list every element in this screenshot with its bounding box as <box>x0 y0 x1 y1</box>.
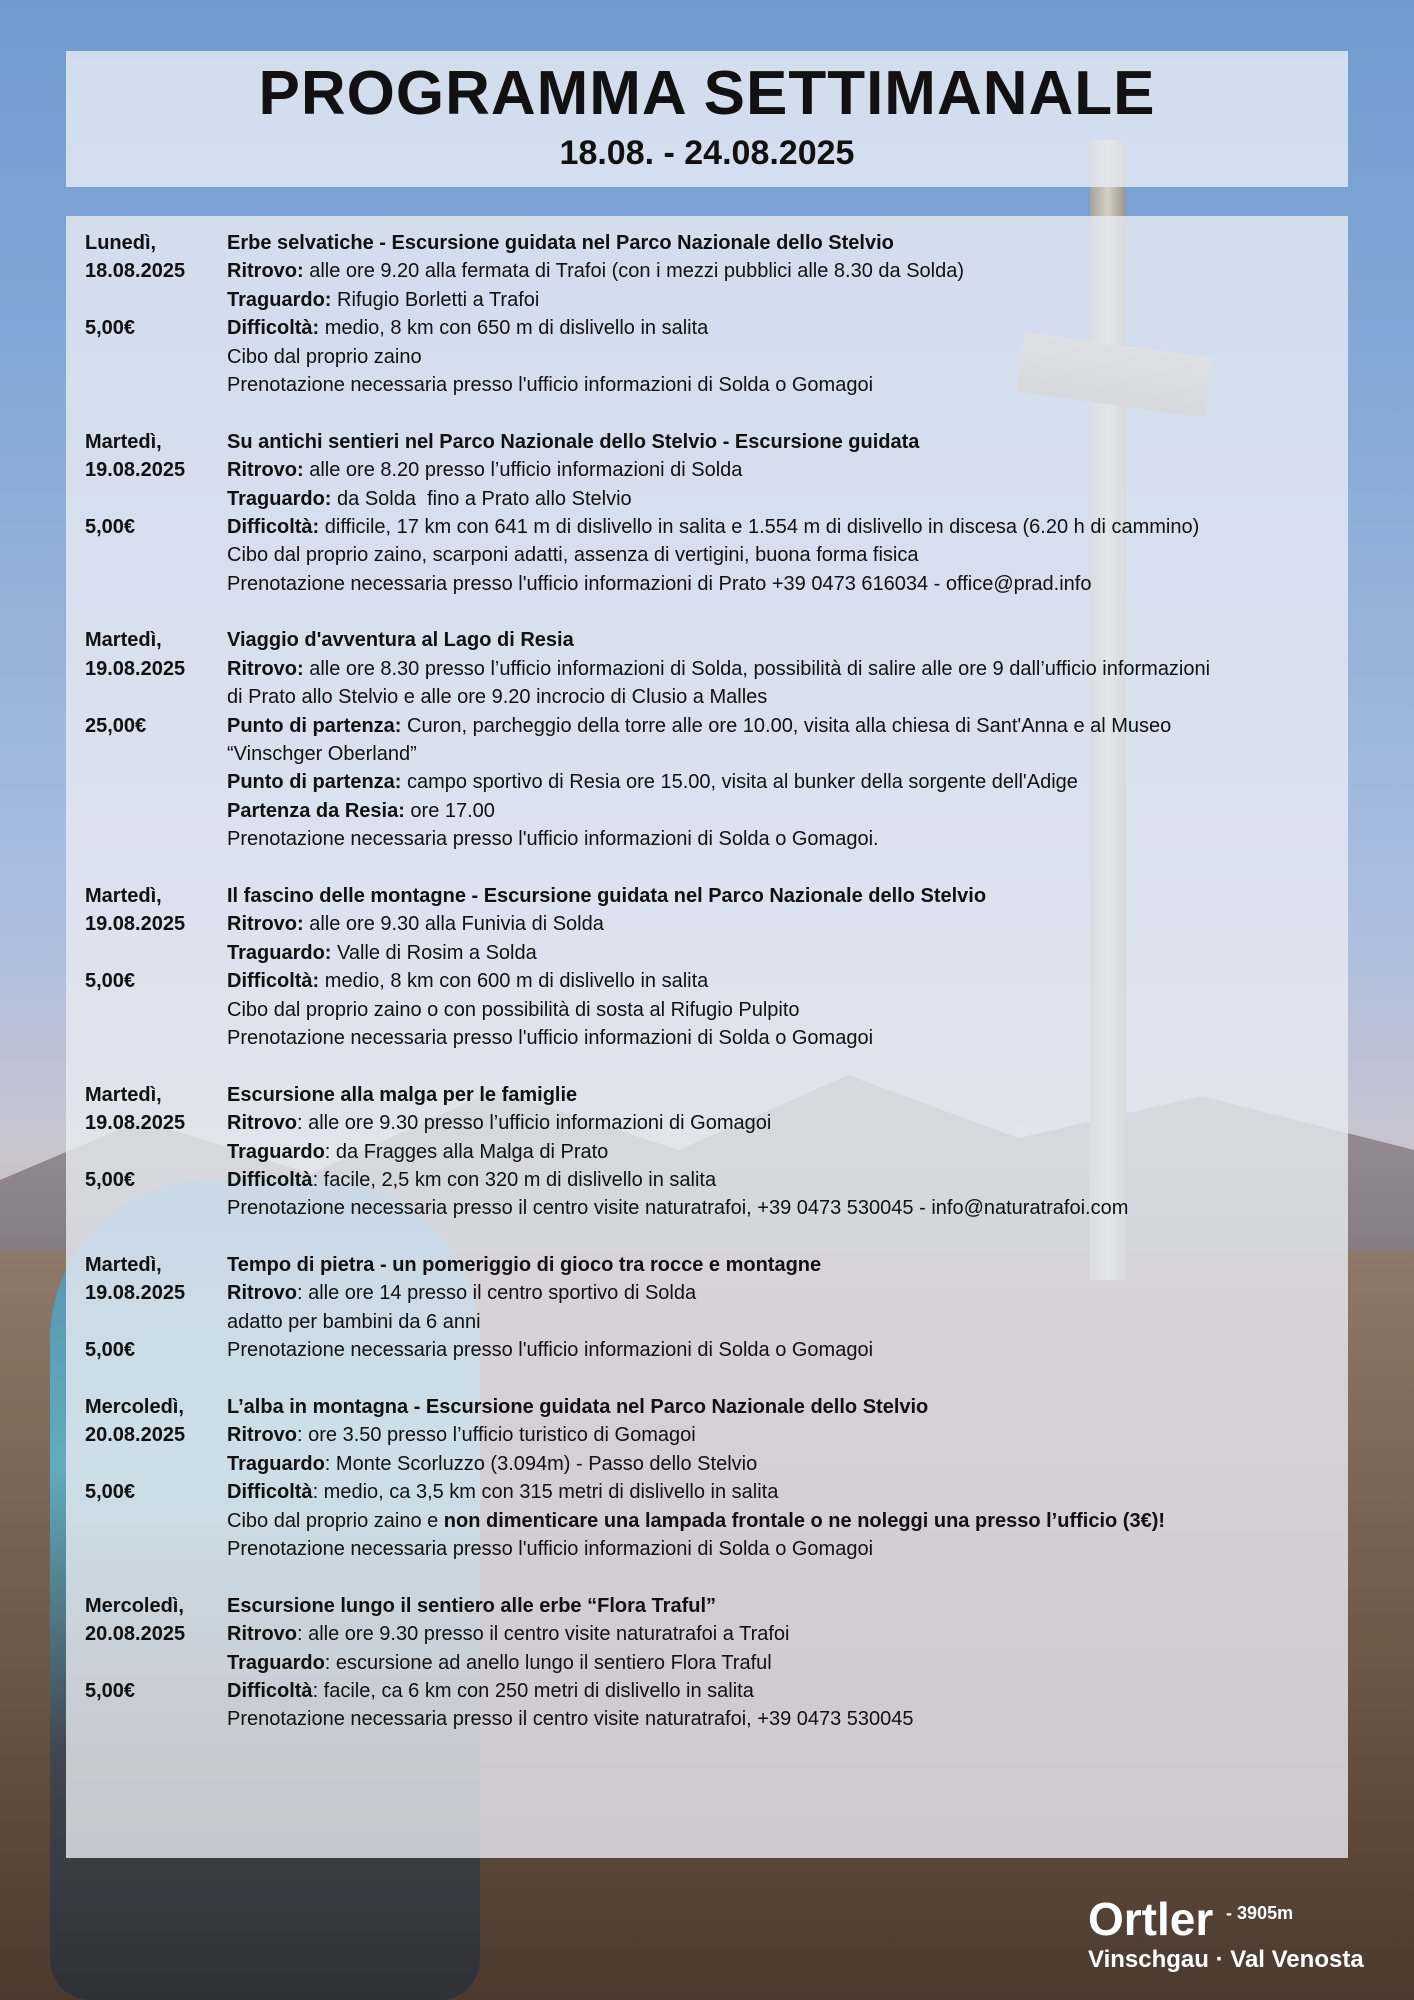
detail-text: Valle di Rosim a Solda <box>331 941 537 964</box>
detail-text: Cibo dal proprio zaino <box>227 345 422 368</box>
event-left-empty <box>85 1507 227 1535</box>
event-detail <box>227 797 1349 825</box>
event-detail <box>227 371 1349 399</box>
event-left-empty <box>85 740 227 768</box>
detail-text: ore 17.00 <box>404 799 495 822</box>
event-title: Escursione alla malga per le famiglie <box>227 1083 578 1106</box>
event-detail <box>227 825 1349 853</box>
event-line <box>85 541 1349 569</box>
event-detail <box>227 541 1349 569</box>
event-left-empty <box>85 1535 227 1563</box>
event-left-empty <box>85 939 227 967</box>
event-detail <box>227 1138 1349 1166</box>
detail-text: medio, 8 km con 600 m di dislivello in salita <box>319 970 709 993</box>
event-line <box>85 1024 1349 1052</box>
event-line <box>85 314 1349 342</box>
event-left-empty <box>85 1138 227 1166</box>
event-list <box>85 229 1349 1762</box>
event-line <box>85 939 1349 967</box>
event-date: 18.08.2025 <box>85 260 186 283</box>
detail-label: Traguardo <box>227 1651 325 1674</box>
event-detail <box>227 1677 1349 1705</box>
detail-text: Cibo dal proprio zaino e <box>227 1509 444 1532</box>
event-date: 19.08.2025 <box>85 1282 186 1305</box>
event-detail <box>227 513 1349 541</box>
event-line <box>85 1279 1349 1307</box>
detail-text: Prenotazione necessaria presso il centro visite naturatrafoi, +39 0473 530045 <box>227 1708 914 1731</box>
event-line <box>85 1535 1349 1563</box>
event-line <box>85 1478 1349 1506</box>
detail-text: : escursione ad anello lungo il sentiero Flora Traful <box>324 1651 772 1674</box>
event-line <box>85 371 1349 399</box>
logo-subtitle: Vinschgau · Val Venosta <box>1088 1946 1364 1973</box>
event-detail <box>227 967 1349 995</box>
detail-text: Cibo dal proprio zaino, scarponi adatti, assenza di vertigini, buona forma fisica <box>227 544 919 567</box>
event-detail <box>227 1336 1349 1364</box>
event-line <box>85 967 1349 995</box>
event-left-empty <box>85 485 227 513</box>
event-item <box>85 626 1349 853</box>
detail-text: : alle ore 9.30 presso l’ufficio informazioni di Gomagoi <box>297 1112 772 1135</box>
event-line <box>85 229 1349 257</box>
detail-text: alle ore 8.20 presso l’ufficio informazioni di Solda <box>303 459 743 482</box>
event-item <box>85 1393 1349 1563</box>
detail-label: Traguardo: <box>227 487 332 510</box>
event-line <box>85 1705 1349 1733</box>
event-detail <box>227 1507 1349 1535</box>
event-left-empty <box>85 996 227 1024</box>
event-detail <box>227 286 1349 314</box>
event-price: 25,00€ <box>85 714 147 737</box>
event-detail <box>227 1705 1349 1733</box>
event-left-empty <box>85 1024 227 1052</box>
event-day: Martedì, <box>85 1083 162 1106</box>
event-left-empty <box>85 343 227 371</box>
detail-label: Traguardo <box>227 1140 325 1163</box>
detail-text: Prenotazione necessaria presso l'ufficio informazioni di Solda o Gomagoi. <box>227 828 879 851</box>
detail-text: alle ore 9.30 alla Funivia di Solda <box>303 913 604 936</box>
event-left-empty <box>85 1308 227 1336</box>
event-line <box>85 910 1349 938</box>
event-item <box>85 428 1349 598</box>
event-line <box>85 825 1349 853</box>
event-line <box>85 428 1349 456</box>
event-left-empty <box>85 825 227 853</box>
detail-text: Prenotazione necessaria presso il centro visite naturatrafoi, +39 0473 530045 - info@naturatrafoi.com <box>227 1197 1129 1220</box>
event-line <box>85 768 1349 796</box>
ortler-logo <box>1088 1888 1364 1976</box>
event-date: 19.08.2025 <box>85 1112 186 1135</box>
detail-label: Ritrovo <box>227 1424 297 1447</box>
detail-label: Punto di partenza: <box>227 714 402 737</box>
event-left-empty <box>85 1649 227 1677</box>
event-price: 5,00€ <box>85 1339 136 1362</box>
event-left-empty <box>85 1705 227 1733</box>
event-date: 19.08.2025 <box>85 913 186 936</box>
detail-label: Traguardo: <box>227 288 332 311</box>
detail-label: Traguardo: <box>227 941 332 964</box>
event-line <box>85 1166 1349 1194</box>
event-detail <box>227 939 1349 967</box>
event-left-empty <box>85 683 227 711</box>
event-detail <box>227 1421 1349 1449</box>
event-detail <box>227 712 1349 740</box>
detail-label: Ritrovo: <box>227 657 304 680</box>
event-day: Lunedì, <box>85 232 157 254</box>
event-line <box>85 1677 1349 1705</box>
event-left-empty <box>85 1194 227 1222</box>
event-date: 19.08.2025 <box>85 657 186 680</box>
logo-name: Ortler <box>1088 1893 1214 1945</box>
event-line <box>85 1308 1349 1336</box>
event-title: Tempo di pietra - un pomeriggio di gioco tra rocce e montagne <box>227 1254 822 1277</box>
detail-label: Ritrovo: <box>227 260 304 283</box>
event-line <box>85 1081 1349 1109</box>
detail-label: Ritrovo <box>227 1112 297 1135</box>
detail-bold-note: non dimenticare una lampada frontale o ne noleggi una presso l’ufficio (3€)! <box>443 1509 1166 1532</box>
event-line <box>85 456 1349 484</box>
event-line <box>85 712 1349 740</box>
event-detail <box>227 740 1349 768</box>
detail-label: Difficoltà <box>227 1168 313 1191</box>
event-day: Martedì, <box>85 884 162 907</box>
event-detail <box>227 314 1349 342</box>
event-detail <box>227 1279 1349 1307</box>
event-line <box>85 1251 1349 1279</box>
date-range: 18.08. - 24.08.2025 <box>559 134 855 172</box>
event-price: 5,00€ <box>85 970 136 993</box>
event-line <box>85 882 1349 910</box>
event-line <box>85 513 1349 541</box>
event-item <box>85 882 1349 1052</box>
detail-text: : facile, ca 6 km con 250 metri di dislivello in salita <box>312 1679 754 1702</box>
detail-text: Prenotazione necessaria presso l'ufficio informazioni di Solda o Gomagoi <box>227 373 874 396</box>
page-title: PROGRAMMA SETTIMANALE <box>258 59 1156 128</box>
event-detail <box>227 655 1349 683</box>
detail-label: Difficoltà <box>227 1481 313 1504</box>
event-left-empty <box>85 1450 227 1478</box>
event-detail <box>227 456 1349 484</box>
event-day: Martedì, <box>85 1254 162 1277</box>
event-title: Erbe selvatiche - Escursione guidata nel Parco Nazionale dello Stelvio <box>227 232 894 254</box>
detail-text: Cibo dal proprio zaino o con possibilità di sosta al Rifugio Pulpito <box>227 998 800 1021</box>
event-line <box>85 1393 1349 1421</box>
event-day: Mercoledì, <box>85 1594 184 1617</box>
event-line <box>85 1421 1349 1449</box>
detail-label: Traguardo <box>227 1452 325 1475</box>
event-detail <box>227 1024 1349 1052</box>
detail-text: adatto per bambini da 6 anni <box>227 1310 481 1333</box>
event-detail <box>227 768 1349 796</box>
event-left-empty <box>85 797 227 825</box>
detail-text: alle ore 9.20 alla fermata di Trafoi (con i mezzi pubblici alle 8.30 da Solda) <box>303 260 965 283</box>
detail-text: difficile, 17 km con 641 m di dislivello in salita e 1.554 m di dislivello in discesa (6.20 h di cammino) <box>319 515 1200 538</box>
event-price: 5,00€ <box>85 1481 136 1504</box>
event-date: 20.08.2025 <box>85 1623 186 1646</box>
detail-text: Rifugio Borletti a Trafoi <box>331 288 540 311</box>
event-detail <box>227 996 1349 1024</box>
event-detail <box>227 1450 1349 1478</box>
detail-label: Difficoltà: <box>227 317 320 340</box>
event-date: 19.08.2025 <box>85 459 186 482</box>
event-line <box>85 1138 1349 1166</box>
event-line <box>85 1450 1349 1478</box>
event-title: L’alba in montagna - Escursione guidata nel Parco Nazionale dello Stelvio <box>227 1396 929 1419</box>
event-detail <box>227 1194 1349 1222</box>
detail-text: : alle ore 9.30 presso il centro visite naturatrafoi a Trafoi <box>297 1623 790 1646</box>
detail-text: alle ore 8.30 presso l’ufficio informazioni di Solda, possibilità di salire alle ore 9 dall’ufficio informazioni <box>303 657 1211 680</box>
event-detail <box>227 1166 1349 1194</box>
event-detail <box>227 1308 1349 1336</box>
event-detail <box>227 343 1349 371</box>
event-detail <box>227 257 1349 285</box>
event-line <box>85 1336 1349 1364</box>
event-detail <box>227 1109 1349 1137</box>
event-price: 5,00€ <box>85 1679 136 1702</box>
detail-text: Prenotazione necessaria presso l'ufficio informazioni di Solda o Gomagoi <box>227 1026 874 1049</box>
event-detail <box>227 485 1349 513</box>
event-item <box>85 1081 1349 1223</box>
event-detail <box>227 1620 1349 1648</box>
event-line <box>85 257 1349 285</box>
event-line <box>85 1649 1349 1677</box>
event-line <box>85 485 1349 513</box>
event-detail <box>227 1649 1349 1677</box>
event-line <box>85 797 1349 825</box>
event-line <box>85 286 1349 314</box>
detail-text: : Monte Scorluzzo (3.094m) - Passo dello Stelvio <box>324 1452 758 1475</box>
event-line <box>85 626 1349 654</box>
detail-label: Partenza da Resia: <box>227 799 405 822</box>
event-title: Su antichi sentieri nel Parco Nazionale dello Stelvio - Escursione guidata <box>227 430 920 453</box>
event-detail <box>227 1535 1349 1563</box>
event-price: 5,00€ <box>85 515 136 538</box>
detail-text: da Solda fino a Prato allo Stelvio <box>331 487 632 510</box>
event-line <box>85 740 1349 768</box>
event-title: Viaggio d'avventura al Lago di Resia <box>227 629 574 652</box>
event-item <box>85 1592 1349 1734</box>
detail-label: Difficoltà: <box>227 970 320 993</box>
detail-text: medio, 8 km con 650 m di dislivello in salita <box>319 317 709 340</box>
event-line <box>85 655 1349 683</box>
event-day: Martedì, <box>85 430 162 453</box>
event-date: 20.08.2025 <box>85 1424 186 1447</box>
event-left-empty <box>85 286 227 314</box>
logo-elevation: - 3905m <box>1226 1903 1294 1923</box>
event-day: Martedì, <box>85 629 162 652</box>
detail-text: Prenotazione necessaria presso l'ufficio informazioni di Prato +39 0473 616034 - office@prad.info <box>227 572 1092 595</box>
detail-text: : facile, 2,5 km con 320 m di dislivello in salita <box>312 1168 717 1191</box>
event-line <box>85 570 1349 598</box>
event-line <box>85 1620 1349 1648</box>
event-line <box>85 996 1349 1024</box>
detail-label: Difficoltà: <box>227 515 320 538</box>
detail-text: : ore 3.50 presso l’ufficio turistico di Gomagoi <box>297 1424 696 1447</box>
event-day: Mercoledì, <box>85 1396 184 1419</box>
event-line <box>85 1507 1349 1535</box>
detail-text: “Vinschger Oberland” <box>227 743 417 766</box>
event-line <box>85 1109 1349 1137</box>
event-left-empty <box>85 570 227 598</box>
event-detail <box>227 910 1349 938</box>
detail-label: Punto di partenza: <box>227 771 402 794</box>
program-panel <box>66 216 1348 1858</box>
event-price: 5,00€ <box>85 317 136 340</box>
event-detail <box>227 570 1349 598</box>
detail-label: Difficoltà <box>227 1679 313 1702</box>
event-left-empty <box>85 768 227 796</box>
event-title: Escursione lungo il sentiero alle erbe “Flora Traful” <box>227 1594 717 1617</box>
header-box <box>66 51 1348 187</box>
event-line <box>85 1592 1349 1620</box>
event-detail <box>227 683 1349 711</box>
event-title: Il fascino delle montagne - Escursione guidata nel Parco Nazionale dello Stelvio <box>227 884 987 907</box>
detail-text: : da Fragges alla Malga di Prato <box>324 1140 609 1163</box>
event-line <box>85 683 1349 711</box>
detail-text: campo sportivo di Resia ore 15.00, visita al bunker della sorgente dell'Adige <box>401 771 1078 794</box>
detail-text: di Prato allo Stelvio e alle ore 9.20 incrocio di Clusio a Malles <box>227 686 768 709</box>
event-line <box>85 343 1349 371</box>
event-detail <box>227 1478 1349 1506</box>
detail-label: Ritrovo: <box>227 459 304 482</box>
event-line <box>85 1194 1349 1222</box>
event-price: 5,00€ <box>85 1168 136 1191</box>
event-item <box>85 1251 1349 1365</box>
event-left-empty <box>85 541 227 569</box>
detail-text: Prenotazione necessaria presso l'ufficio informazioni di Solda o Gomagoi <box>227 1537 874 1560</box>
detail-label: Ritrovo <box>227 1623 297 1646</box>
detail-label: Ritrovo: <box>227 913 304 936</box>
detail-text: Curon, parcheggio della torre alle ore 10.00, visita alla chiesa di Sant'Anna e al Museo <box>401 714 1172 737</box>
detail-label: Ritrovo <box>227 1282 297 1305</box>
detail-text: Prenotazione necessaria presso l'ufficio informazioni di Solda o Gomagoi <box>227 1339 874 1362</box>
detail-text: : alle ore 14 presso il centro sportivo di Solda <box>297 1282 697 1305</box>
detail-text: : medio, ca 3,5 km con 315 metri di dislivello in salita <box>312 1481 779 1504</box>
event-left-empty <box>85 371 227 399</box>
event-item <box>85 229 1349 399</box>
